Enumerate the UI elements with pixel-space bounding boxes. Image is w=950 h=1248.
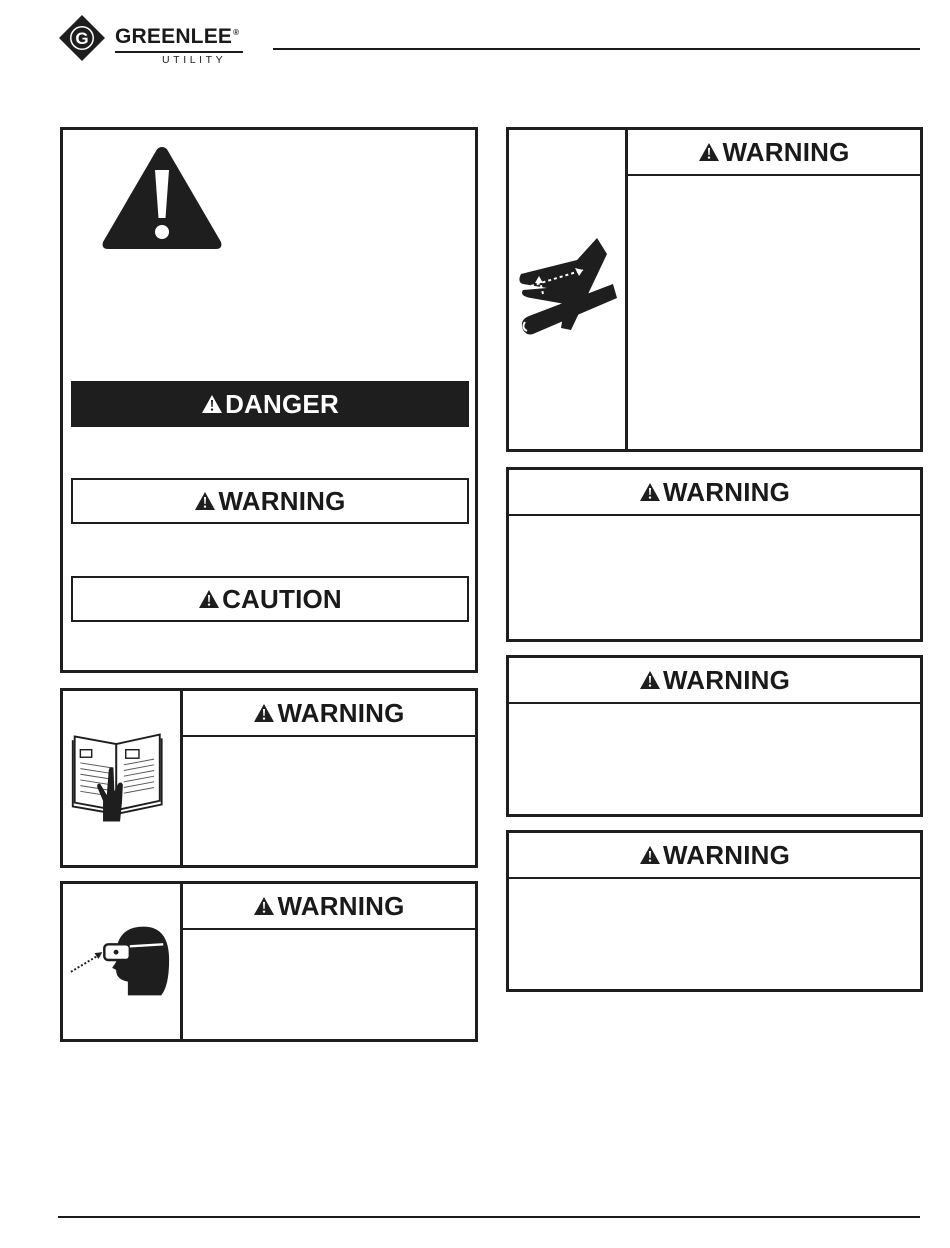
warning-signal-bar — [71, 478, 469, 524]
alert-triangle-icon — [253, 896, 275, 916]
warning-header — [628, 130, 920, 176]
header-divider — [273, 48, 920, 50]
alert-triangle-icon — [639, 670, 661, 690]
warning-label: WARNING — [277, 891, 405, 921]
warning-label: WARNING — [662, 840, 791, 870]
safety-alert-triangle-icon — [99, 144, 225, 252]
warning-header — [509, 658, 920, 704]
warning-label: WARNING — [662, 477, 791, 507]
alert-triangle-icon — [639, 845, 661, 865]
eye-protection-icon — [67, 922, 175, 1002]
warning-panel-2 — [506, 655, 923, 817]
brand-name: GREENLEE® — [115, 25, 240, 48]
warning-label: WARNING — [218, 486, 346, 516]
caution-label: CAUTION — [222, 584, 342, 614]
icon-column — [509, 130, 628, 449]
logo-letter: G — [75, 29, 89, 48]
brand-division: UTILITY — [162, 54, 227, 66]
warning-header — [183, 691, 475, 737]
read-manual-warning-panel — [60, 688, 478, 868]
alert-triangle-icon — [253, 703, 275, 723]
warning-header — [509, 833, 920, 879]
greenlee-logo — [58, 14, 258, 66]
warning-header — [509, 470, 920, 516]
danger-label: DANGER — [225, 389, 339, 419]
alert-triangle-icon — [698, 142, 720, 162]
signal-word-key-panel — [60, 127, 478, 673]
warning-panel-3 — [506, 830, 923, 992]
footer-divider — [58, 1216, 920, 1218]
registered-mark: ® — [233, 28, 240, 37]
alert-triangle-icon — [201, 394, 223, 414]
logo-underline — [115, 51, 243, 53]
eye-protection-warning-panel — [60, 881, 478, 1042]
alert-triangle-icon — [639, 482, 661, 502]
warning-panel-1 — [506, 467, 923, 642]
icon-column — [63, 884, 183, 1039]
greenlee-g-diamond-icon — [58, 14, 106, 62]
caution-signal-bar — [71, 576, 469, 622]
warning-header — [183, 884, 475, 930]
hydraulic-injection-warning-panel — [506, 127, 923, 452]
hydraulic-injection-icon — [517, 238, 617, 348]
icon-column — [63, 691, 183, 865]
danger-signal-bar — [71, 381, 469, 427]
read-manual-icon — [69, 727, 173, 831]
warning-label: WARNING — [277, 698, 405, 728]
alert-triangle-icon — [198, 589, 220, 609]
warning-label: WARNING — [722, 137, 850, 167]
alert-triangle-icon — [194, 491, 216, 511]
warning-label: WARNING — [662, 665, 791, 695]
